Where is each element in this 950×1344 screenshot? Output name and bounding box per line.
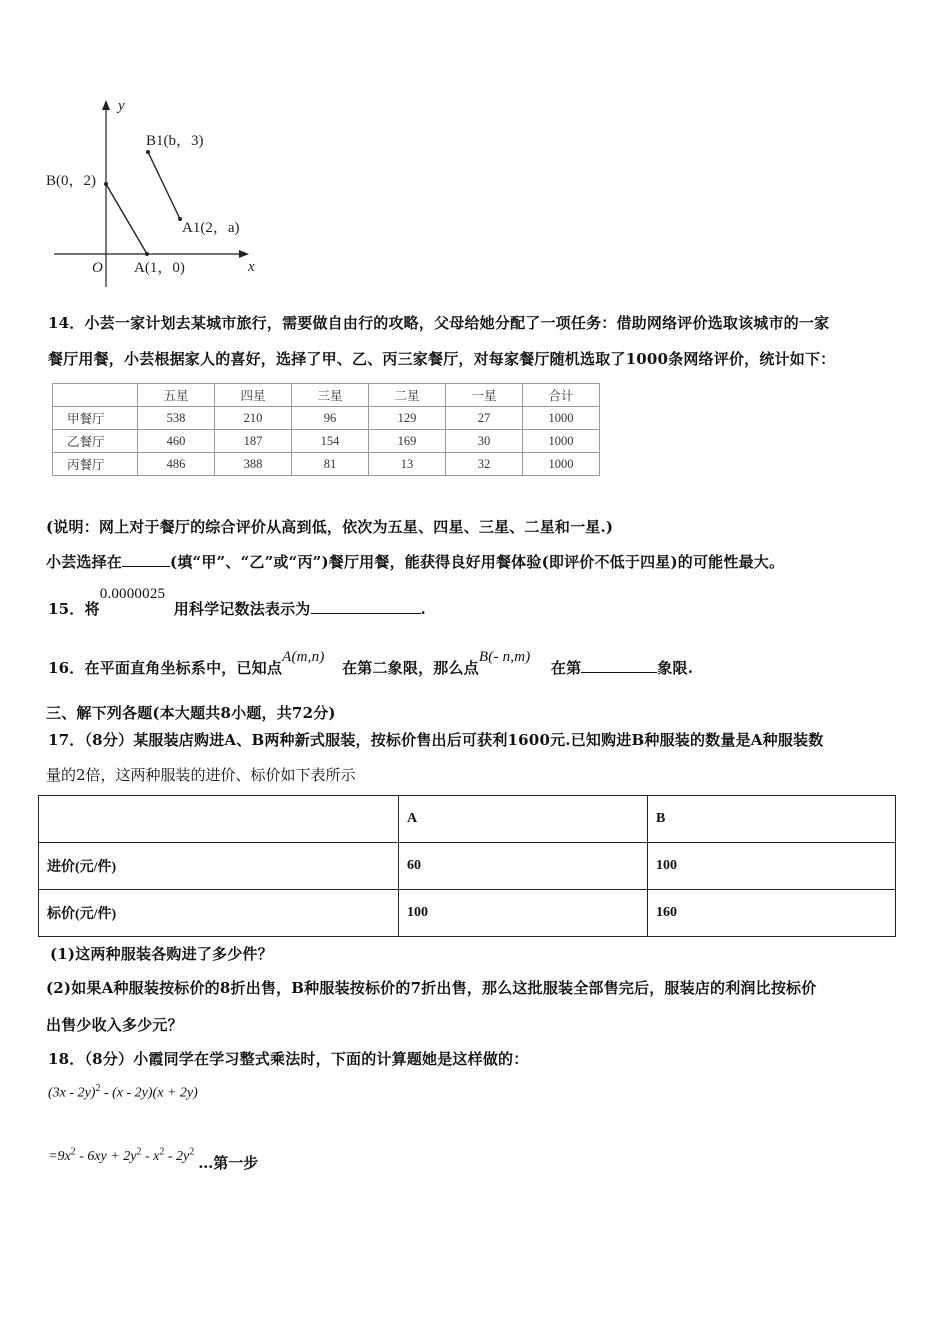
section-3-heading: 三、解下列各题(本大题共8小题，共72分) (46, 704, 336, 722)
q18-expression: (3x - 2y)$^2$ - (x - 2y)(x + 2y) (48, 1083, 198, 1101)
table-cell (53, 384, 138, 407)
q15-line (48, 586, 426, 619)
table-cell: 32 (446, 453, 523, 476)
table-row (53, 430, 600, 453)
table-cell: A (399, 796, 648, 843)
q15-end: . (420, 600, 426, 618)
table-row (53, 384, 600, 407)
point-B1-dot (146, 150, 150, 154)
table-cell: 五星 (138, 384, 215, 407)
table-cell: 13 (369, 453, 446, 476)
q16-end: 象限. (657, 659, 694, 677)
segment-AB (106, 184, 147, 254)
table-cell: 四星 (215, 384, 292, 407)
x-axis-label: x (248, 259, 255, 275)
table-cell: 486 (138, 453, 215, 476)
x-axis-arrow (239, 250, 249, 258)
table-cell: 二星 (369, 384, 446, 407)
q17-line2: 量的2倍，这两种服装的进价、标价如下表所示 (46, 766, 356, 784)
ratings-table (52, 383, 600, 476)
q16-prefix: 16．在平面直角坐标系中，已知点 (48, 659, 283, 677)
q16-suffix: 在第 (550, 659, 582, 677)
table-row (39, 843, 896, 890)
table-cell: 甲餐厅 (53, 407, 138, 430)
table-cell: 丙餐厅 (53, 453, 138, 476)
q14-line1: 14．小芸一家计划去某城市旅行，需要做自由行的攻略，父母给她分配了一项任务：借助网络评价选取该城市的一家 (48, 314, 830, 332)
answer-blank[interactable] (311, 599, 421, 614)
q14-line2: 餐厅用餐，小芸根据家人的喜好，选择了甲、乙、丙三家餐厅，对每家餐厅随机选取了1000条网络评价，统计如下： (48, 350, 836, 368)
table-cell: 1000 (523, 453, 600, 476)
point-B-label: B(0，2) (46, 173, 96, 189)
table-cell: 210 (215, 407, 292, 430)
table-cell: 100 (648, 843, 896, 890)
q16-mid: 在第二象限，那么点 (342, 659, 479, 677)
y-axis-arrow (102, 100, 110, 110)
table-cell: 388 (215, 453, 292, 476)
q18-step1-expression: $=9x^2 - 6xy + 2y^2 - x^2 - 2y^2$ (48, 1146, 195, 1164)
table-cell: 30 (446, 430, 523, 453)
table-cell: 60 (399, 843, 648, 890)
table-cell: 129 (369, 407, 446, 430)
q17-part2-line1: (2)如果A种服装按标价的8折出售，B种服装按标价的7折出售，那么这批服装全部售完后，服装店的利润比按标价 (46, 979, 817, 997)
table-cell: 169 (369, 430, 446, 453)
q17-part2-line2: 出售少收入多少元？ (46, 1016, 183, 1034)
point-A1-label: A1(2，a) (182, 220, 240, 236)
q14-ask-suffix: (填“甲”、“乙”或“丙”)餐厅用餐，能获得良好用餐体验(即评价不低于四星)的可能性最大。 (170, 553, 785, 571)
point-B-dot (104, 182, 108, 186)
q17-part1: (1)这两种服装各购进了多少件？ (50, 945, 273, 963)
q14-note: (说明：网上对于餐厅的综合评价从高到低，依次为五星、四星、三星、二星和一星.) (46, 518, 614, 536)
answer-blank[interactable] (581, 658, 657, 673)
coordinate-figure (40, 92, 270, 292)
q18-line1: 18．（8分）小霞同学在学习整式乘法时，下面的计算题她是这样做的： (48, 1050, 529, 1068)
q14-ask-prefix: 小芸选择在 (46, 553, 123, 571)
q15-number: 0.0000025 (99, 586, 166, 602)
table-cell: 一星 (446, 384, 523, 407)
clothes-table (38, 795, 896, 937)
segment-A1B1 (148, 152, 180, 219)
table-cell: 标价(元/件) (39, 890, 399, 937)
table-cell: 460 (138, 430, 215, 453)
table-cell: 乙餐厅 (53, 430, 138, 453)
table-cell: 1000 (523, 430, 600, 453)
q14-question (46, 551, 784, 572)
table-cell: 合计 (523, 384, 600, 407)
q16-point-B: B(- n,m) (478, 649, 531, 665)
q16-line (48, 649, 694, 678)
q17-line1: 17．（8分）某服装店购进A、B两种新式服装，按标价售出后可获利1600元.已知购进B种服装的数量是A种服装数 (48, 731, 824, 749)
table-row (39, 796, 896, 843)
point-A-label: A(1，0) (134, 260, 185, 276)
table-cell: 81 (292, 453, 369, 476)
table-cell: 1000 (523, 407, 600, 430)
origin-label: O (92, 260, 103, 276)
table-row (53, 453, 600, 476)
table-cell: 154 (292, 430, 369, 453)
table-cell: 96 (292, 407, 369, 430)
table-row (53, 407, 600, 430)
table-cell: 100 (399, 890, 648, 937)
table-cell: 三星 (292, 384, 369, 407)
answer-blank[interactable] (122, 552, 170, 567)
q15-prefix: 15．将 (48, 600, 100, 618)
table-cell: 27 (446, 407, 523, 430)
point-B1-label: B1(b，3) (146, 133, 204, 149)
point-A-dot (145, 252, 149, 256)
q18-step-label: …第一步 (198, 1154, 259, 1172)
table-cell: 187 (215, 430, 292, 453)
q16-point-A: A(m,n) (282, 649, 325, 665)
table-row (39, 890, 896, 937)
table-cell: 160 (648, 890, 896, 937)
y-axis-label: y (118, 98, 125, 114)
table-cell (39, 796, 399, 843)
table-cell: 538 (138, 407, 215, 430)
q18-step1 (48, 1144, 259, 1172)
table-cell: 进价(元/件) (39, 843, 399, 890)
q15-suffix: 用科学记数法表示为 (173, 600, 311, 618)
table-cell: B (648, 796, 896, 843)
